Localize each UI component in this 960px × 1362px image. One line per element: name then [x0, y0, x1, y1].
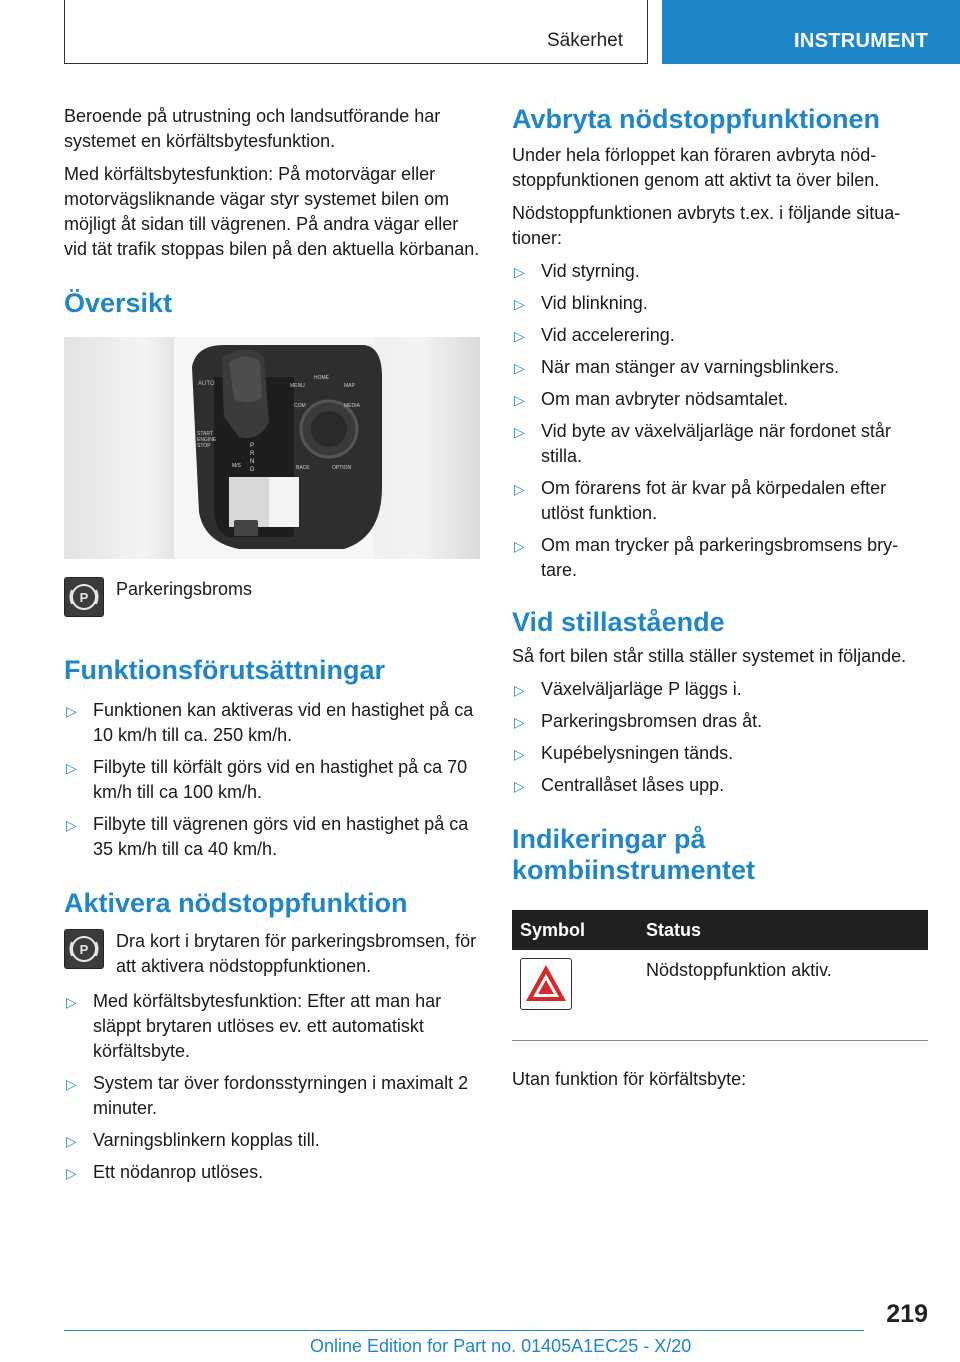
list-item: ▷ Funktionen kan aktiveras vid en hastighet på ca 10 km/h till ca. 250 km/h.	[66, 700, 474, 745]
bullet-triangle-icon: ▷	[66, 1165, 77, 1181]
table-cell-symbol	[512, 950, 638, 1041]
bullet-triangle-icon: ▷	[66, 760, 77, 776]
list-item: ▷ Om man trycker på parkeringsbromsens brytare.	[514, 535, 899, 580]
console-illustration	[64, 337, 480, 559]
standstill-list	[512, 677, 928, 798]
activate-heading: Aktivera nödstoppfunktion	[64, 888, 408, 918]
photo-label-auto: AUTO	[198, 381, 215, 387]
photo-label-option: OPTION	[332, 465, 352, 471]
list-item: ▷ Om man avbryter nödsamtalet.	[512, 387, 928, 412]
bullet-triangle-icon: ▷	[514, 360, 525, 376]
header-chapter-tab	[662, 0, 960, 64]
left-column	[64, 104, 480, 1192]
list-item: ▷ Vid blinkning.	[512, 291, 928, 316]
bullet-triangle-icon: ▷	[66, 1076, 77, 1092]
header-section-label: Säkerhet	[546, 30, 623, 51]
photo-label-home: HOME	[314, 375, 329, 381]
list-item: ▷ Vid accelerering.	[512, 323, 928, 348]
photo-label-p: P	[250, 443, 255, 449]
parking-brake-icon	[64, 577, 104, 617]
photo-label-back: BACK	[296, 465, 310, 471]
list-item: ▷ Kupébelysningen tänds.	[512, 741, 928, 766]
list-item: ▷ System tar över fordonsstyrningen i maximalt 2 minuter.	[66, 1073, 469, 1118]
parking-brake-icon	[64, 929, 104, 969]
overview-heading: Översikt	[64, 288, 173, 318]
footer-edition: Online Edition for Part no. 01405A1EC25 - X/20	[310, 1336, 692, 1356]
bullet-triangle-icon: ▷	[514, 392, 525, 408]
photo-label-d: D	[250, 467, 255, 473]
photo-label-engine: ENGINE	[197, 437, 217, 443]
without-lane-change-text: Utan funktion för körfältsbyte:	[512, 1069, 747, 1089]
photo-label-r: R	[250, 451, 255, 457]
list-item: ▷ Varningsblinkern kopplas till.	[64, 1128, 480, 1153]
photo-label-ms: M/S	[232, 463, 241, 469]
right-column	[512, 104, 928, 1100]
activate-list	[64, 989, 480, 1185]
bullet-triangle-icon: ▷	[66, 994, 77, 1010]
list-item: ▷ Med körfältsbytesfunktion: Efter att man har släppt brytaren utlöses ev. ett automatiskt körfältsbyte.	[66, 991, 442, 1061]
abort-paragraph-2: Nödstoppfunktionen avbryts t.ex. i följande situationer:	[512, 203, 901, 248]
list-item: ▷ Filbyte till vägrenen görs vid en hastighet på ca 35 km/h till ca 40 km/h.	[66, 814, 469, 859]
bullet-triangle-icon: ▷	[514, 264, 525, 280]
list-item: ▷ Filbyte till körfält görs vid en hastighet på ca 70 km/h till ca 100 km/h.	[66, 757, 468, 802]
list-item: ▷ Centrallåset låses upp.	[512, 773, 928, 798]
indicators-heading-line-2: kombiinstrumentet	[512, 855, 756, 885]
abort-heading: Avbryta nödstoppfunktionen	[512, 104, 880, 134]
table-cell-status: Nödstoppfunktion aktiv.	[638, 950, 928, 1041]
parking-brake-row	[64, 577, 480, 627]
list-item: ▷ När man stänger av varningsblinkers.	[512, 355, 928, 380]
table-row	[512, 950, 928, 1041]
bullet-triangle-icon: ▷	[514, 328, 525, 344]
photo-label-n: N	[250, 459, 255, 465]
list-item: ▷ Om förarens fot är kvar på körpedalen efter utlöst funktion.	[514, 478, 887, 523]
requirements-heading: Funktionsförutsättningar	[64, 655, 385, 685]
activate-text: Dra kort i brytaren för parkeringsbromsen, för att aktivera nödstoppfunktionen.	[116, 931, 477, 976]
indicator-table	[512, 910, 928, 1041]
parking-brake-label: Parkeringsbroms	[116, 579, 253, 599]
abort-paragraph-1: Under hela förloppet kan föraren avbryta nödstoppfunktionen genom att aktivt ta över bilen.	[512, 145, 880, 190]
bullet-triangle-icon: ▷	[514, 746, 525, 762]
svg-text:P: P	[79, 942, 89, 957]
svg-text:P: P	[79, 590, 89, 605]
indicators-heading-line-1: Indikeringar på	[512, 824, 706, 854]
photo-label-start: START	[197, 431, 213, 437]
bullet-triangle-icon: ▷	[514, 424, 525, 440]
photo-label-map: MAP	[344, 383, 355, 389]
bullet-triangle-icon: ▷	[66, 1133, 77, 1149]
standstill-paragraph: Så fort bilen står stilla ställer systemet in följande.	[512, 646, 907, 666]
intro-paragraph-2: Med körfältsbytesfunktion: På motorvägar eller motorvägsliknande vägar styr systemet bilen om möjligt åt sidan till vägrenen. På andra vägar eller vid tät trafik stoppas bilen på den aktuella körbanan.	[64, 164, 480, 259]
table-header-row	[512, 910, 928, 950]
photo-label-media: MEDIA	[344, 403, 360, 409]
list-item: ▷ Växelväljarläge P läggs i.	[512, 677, 928, 702]
bullet-triangle-icon: ▷	[514, 682, 525, 698]
standstill-heading: Vid stillastående	[512, 607, 725, 637]
list-item: ▷ Vid byte av växelväljarläge när fordonet står stilla.	[514, 421, 891, 466]
bullet-triangle-icon: ▷	[66, 703, 77, 719]
table-header-status: Status	[638, 910, 928, 950]
table-header-symbol: Symbol	[512, 910, 638, 950]
bullet-triangle-icon: ▷	[514, 296, 525, 312]
list-item: ▷ Parkeringsbromsen dras åt.	[512, 709, 928, 734]
bullet-triangle-icon: ▷	[66, 817, 77, 833]
center-console-photo	[64, 337, 480, 559]
warning-triangle-icon	[520, 958, 572, 1010]
header-section-box	[64, 0, 648, 64]
header-chapter-label: INSTRUMENT	[794, 30, 929, 52]
list-item: ▷ Vid styrning.	[512, 259, 928, 284]
list-item: ▷ Ett nödanrop utlöses.	[64, 1160, 480, 1185]
photo-label-com: COM	[294, 403, 306, 409]
activate-row	[64, 929, 480, 979]
page-number: 219	[886, 1300, 928, 1328]
photo-label-menu: MENU	[290, 383, 305, 389]
footer-divider	[64, 1330, 864, 1331]
bullet-triangle-icon: ▷	[514, 714, 525, 730]
intro-paragraph-1: Beroende på utrustning och landsutförande har systemet en körfältsbytesfunktion.	[64, 106, 441, 151]
bullet-triangle-icon: ▷	[514, 778, 525, 794]
requirements-list	[64, 698, 480, 862]
bullet-triangle-icon: ▷	[514, 481, 525, 497]
abort-list	[512, 259, 928, 583]
bullet-triangle-icon: ▷	[514, 538, 525, 554]
photo-label-stop: STOP	[197, 443, 211, 449]
